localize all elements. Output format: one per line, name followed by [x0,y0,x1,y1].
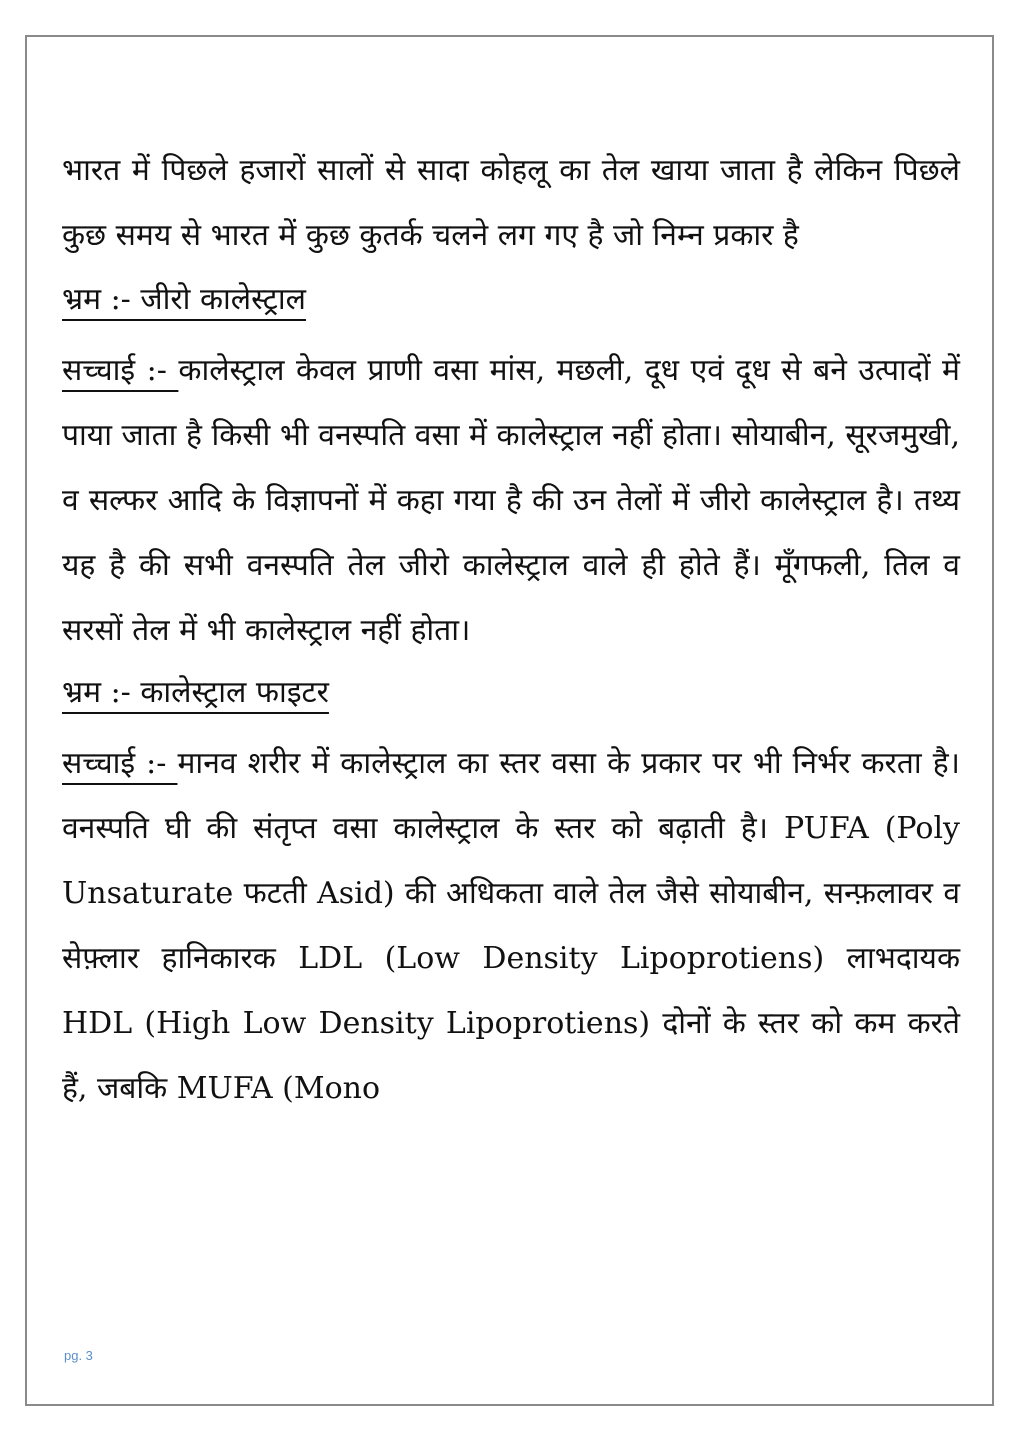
intro-paragraph: भारत में पिछले हजारों सालों से सादा कोहलू का तेल खाया जाता है लेकिन पिछले कुछ समय से भारत में कुछ कुतर्क चलने लग गए है जो निम्न प्रकार है [62,153,960,253]
truth-label: सच्चाई :- [62,353,179,388]
truth-label: सच्चाई :- [62,746,178,781]
truth-text: कालेस्ट्राल केवल प्राणी वसा मांस, मछली, दूध एवं दूध से बने उत्पादों में पाया जाता है किसी भी वनस्पति वसा में कालेस्ट्राल नहीं होता। सोयाबीन, सूरजमुखी, व सल्फर आदि के विज्ञापनों में कहा गया है की उन तेलों में जीरो कालेस्ट्राल है। तथ्य यह है की सभी वनस्पति तेल जीरो कालेस्ट्राल वाले ही होते हैं। मूँगफली, तिल व सरसों तेल में भी कालेस्ट्राल नहीं होता। [62,353,960,648]
myth-heading-cholesterol-fighter [62,663,960,725]
page-number: pg. 3 [64,1348,93,1363]
truth-text: मानव शरीर में कालेस्ट्राल का स्तर वसा के प्रकार पर भी निर्भर करता है। वनस्पति घी की संतृप्त वसा कालेस्ट्राल के स्तर को बढ़ाती है। PUFA (Poly Unsaturate फटती Asid) की अधिकता वाले तेल जैसे सोयाबीन, सन्फ़लावर व सेफ़्लार हानिकारक LDL (Low Density Lipoprotiens) लाभदायक HDL (High Low Density Lipoprotiens) दोनों के स्तर को कम करते हैं, जबकि MUFA (Mono [62,746,960,1106]
myth-heading-text: भ्रम :- कालेस्ट्राल फाइटर [62,675,329,710]
document-body [62,138,960,1121]
truth-paragraph-1 [62,338,960,663]
myth-heading-text: भ्रम :- जीरो कालेस्ट्राल [62,282,307,317]
myth-heading-zero-cholesterol [62,270,960,332]
truth-paragraph-2 [62,731,960,1121]
